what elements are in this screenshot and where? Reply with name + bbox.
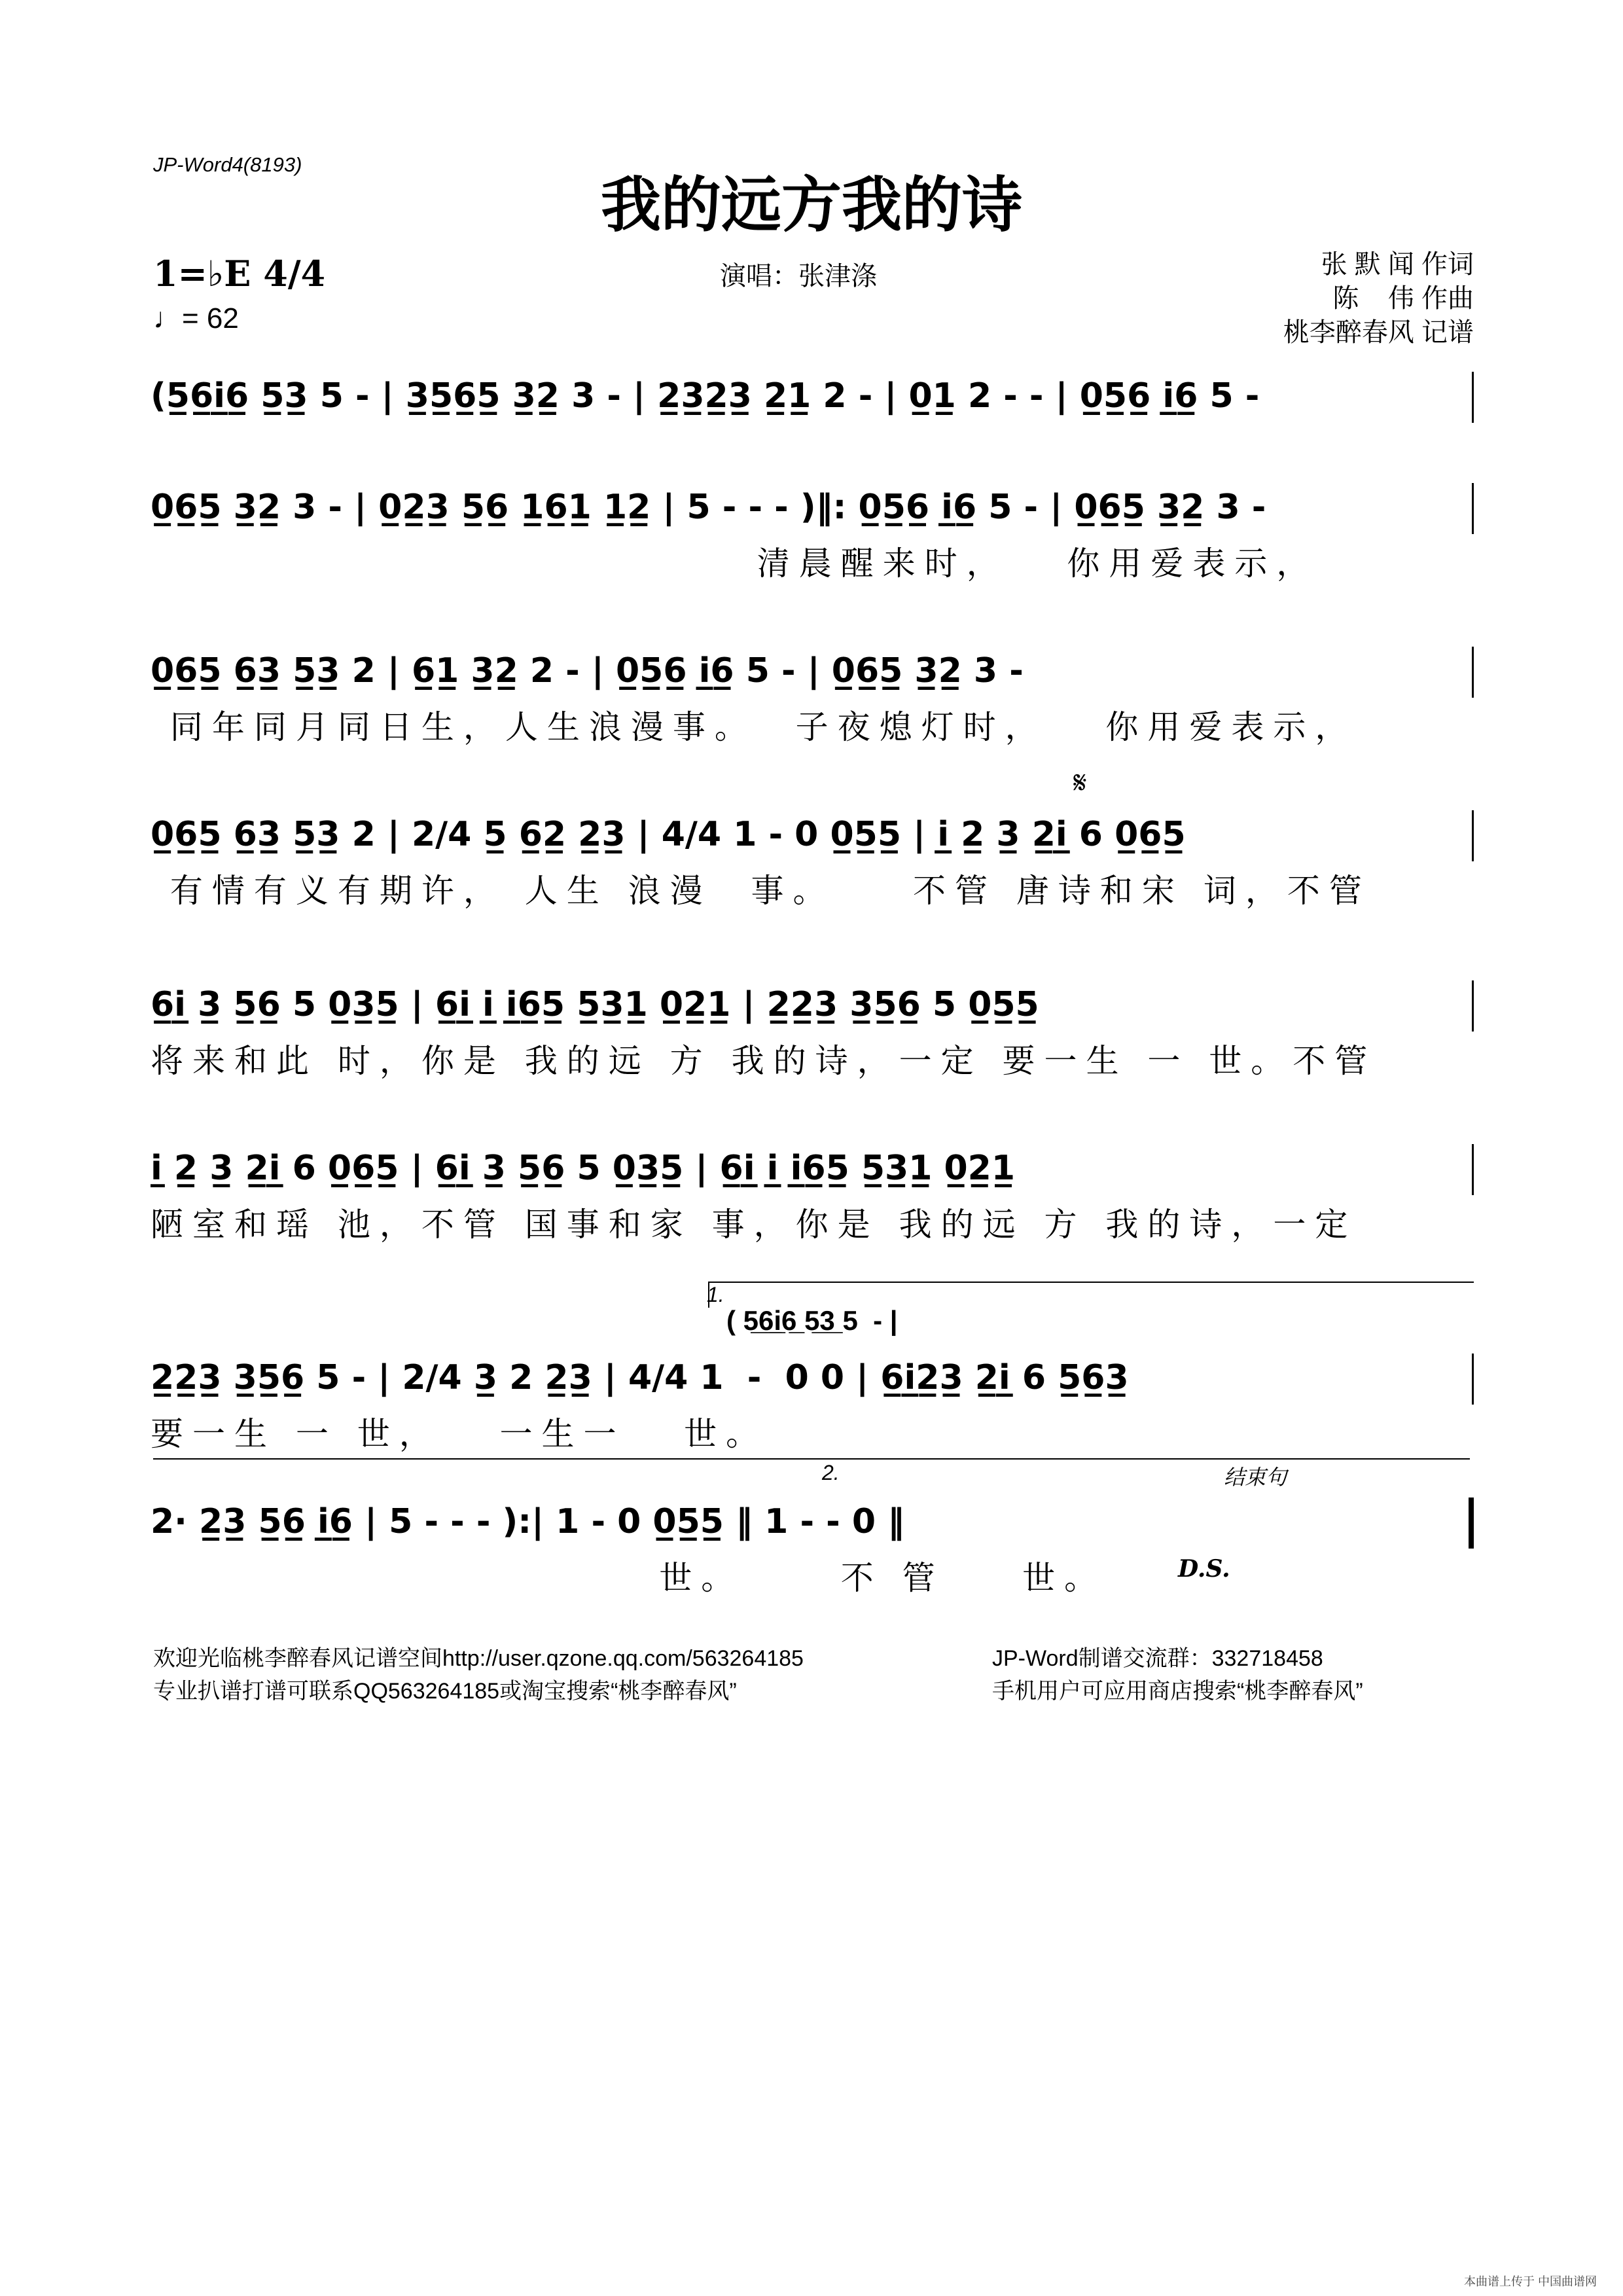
singer-credit: 演唱：张津涤 <box>720 262 877 291</box>
volta-label-2: 2. <box>822 1461 840 1484</box>
footer-contact: 专业扒谱打谱可联系QQ563264185或淘宝搜索“桃李醉春风” <box>153 1679 737 1704</box>
ds-mark: D.S. <box>1178 1555 1230 1583</box>
footer-app-search: 手机用户可应用商店搜索“桃李醉春风” <box>992 1679 1363 1704</box>
barline <box>1472 483 1474 534</box>
volta-bracket-2 <box>798 1458 1204 1460</box>
page-title: 我的远方我的诗 <box>600 170 1022 240</box>
score-row-8 <box>151 1492 1474 1610</box>
score-row-6 <box>151 1139 1474 1257</box>
notes-line: 0̲6̲5̲ 6̲3̲ 5̲3̲ 2 | 2/4 5̲ 6̲2̲ 2̲3̲ | 4/4 1 - 0 0̲5̲5̲ | i̲ 2̲ 3̲ 2̲i̲ 6 0̲6̲5̲ <box>151 815 1186 854</box>
coda-bracket <box>1204 1458 1470 1460</box>
key-signature: 1=♭E 4/4 <box>153 253 326 295</box>
score-row-5 <box>151 975 1474 1093</box>
lyrics-line: 陋室和瑶 池，不管 国事和家 事，你是 我的远 方 我的诗，一定 <box>151 1206 1357 1244</box>
upload-source-note: 本曲谱上传于 中国曲谱网 <box>1464 2275 1597 2288</box>
score-row-4 <box>151 805 1474 923</box>
barline <box>1472 1144 1474 1195</box>
system-divider <box>153 1458 798 1460</box>
lyrics-line: 将来和此 时，你是 我的远 方 我的诗，一定 要一生 一 世。不管 <box>151 1042 1377 1080</box>
barline <box>1472 980 1474 1031</box>
tempo-mark: ♩= 62 <box>153 302 239 334</box>
notes-line: 0̲6̲5̲ 3̲2̲ 3 - | 0̲2̲3̲ 5̲6̲ 1̲6̲1̲ 1̲2̲ | 5 - - - )‖: 0̲5̲6̲ i̲6̲ 5 - | 0̲6̲5̲ 3̲2̲ 3 - <box>151 488 1266 527</box>
score-row-3 <box>151 641 1474 759</box>
barline <box>1472 372 1474 423</box>
volta-label-1: 1. <box>707 1283 724 1306</box>
notes-line: 2· 2̲3̲ 5̲6̲ i̲6̲ | 5 - - - ):| 1 - 0 0̲5̲5̲ ‖ 1 - - 0 ‖ <box>151 1502 905 1541</box>
volta-bracket-1 <box>708 1282 1474 1283</box>
notes-line: 6̲i̲ 3̲ 5̲6̲ 5 0̲3̲5̲ | 6̲i̲ i̲ i̲6̲5̲ 5̲3̲1̲ 0̲2̲1̲ | 2̲2̲3̲ 3̲5̲6̲ 5 0̲5̲5̲ <box>151 985 1039 1024</box>
score-row-7 <box>151 1348 1474 1466</box>
lyrics-line: 同年同月同日生，人生浪漫事。 子夜熄灯时， 你用爱表示， <box>151 708 1357 746</box>
footer-website: 欢迎光临桃李醉春风记谱空间http://user.qzone.qq.com/563264185 <box>153 1646 804 1671</box>
lyrics-line: 要一生 一 世， 一生一 世。 <box>151 1415 768 1453</box>
lyrics-line: 世。 不 管 世。 <box>151 1559 1107 1597</box>
barline <box>1472 647 1474 698</box>
notes-line: i̲ 2̲ 3̲ 2̲i̲ 6 0̲6̲5̲ | 6̲i̲ 3̲ 5̲6̲ 5 0̲3̲5̲ | 6̲i̲ i̲ i̲6̲5̲ 5̲3̲1̲ 0̲2̲1̲ <box>151 1149 1016 1188</box>
notes-line: 0̲6̲5̲ 6̲3̲ 5̲3̲ 2 | 6̲1̲ 3̲2̲ 2 - | 0̲5̲6̲ i̲6̲ 5 - | 0̲6̲5̲ 3̲2̲ 3 - <box>151 651 1024 691</box>
segno-mark: 𝄋 <box>1073 764 1087 801</box>
transcriber-credit: 桃李醉春风 记谱 <box>1283 318 1474 347</box>
notes-line: (5̲6̲i̲6̲ 5̲3̲ 5 - | 3̲5̲6̲5̲ 3̲2̲ 3 - | 2̲3̲2̲3̲ 2̲1̲ 2 - | 0̲1̲ 2 - - | 0̲5̲6̲ i̲6̲ 5 - <box>151 376 1260 416</box>
lyrics-line <box>151 429 1474 475</box>
barline <box>1472 1354 1474 1405</box>
software-label: JP-Word4(8193) <box>153 153 302 176</box>
notes-line: 2̲2̲3̲ 3̲5̲6̲ 5 - | 2/4 3̲ 2 2̲3̲ | 4/4 1 - 0 0 | 6̲i̲2̲3̲ 2̲i̲ 6 5̲6̲3̲ <box>151 1358 1129 1397</box>
final-barline <box>1469 1498 1474 1549</box>
score-row-1 <box>151 367 1474 484</box>
lyricist-credit: 张 默 闻 作词 <box>1321 250 1474 279</box>
barline <box>1472 810 1474 861</box>
intro-recall-notes: ( 5̲6̲i̲6̲ 5̲3̲ 5 - | <box>726 1305 898 1336</box>
lyrics-line: 有情有义有期许， 人生 浪漫 事。 不管 唐诗和宋 词，不管 <box>151 872 1371 910</box>
composer-credit: 陈 伟 作曲 <box>1332 284 1474 313</box>
score-row-2 <box>151 478 1474 596</box>
lyrics-line: 清晨醒来时， 你用爱表示， <box>151 545 1319 583</box>
coda-label: 结束句 <box>1224 1465 1287 1489</box>
footer-group: JP-Word制谱交流群：332718458 <box>992 1646 1323 1671</box>
